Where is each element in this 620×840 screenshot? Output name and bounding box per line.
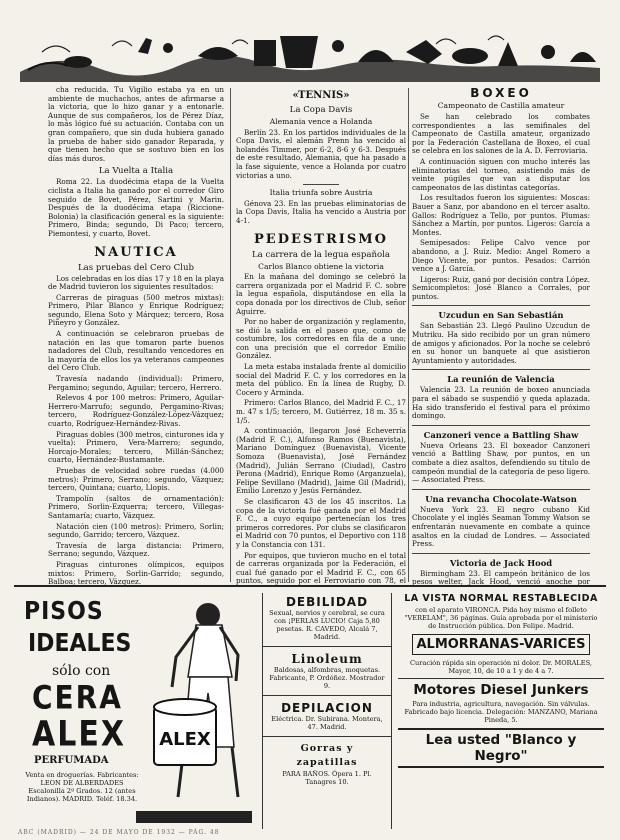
- campeonato-paragraph: Ligeros: Ruiz, ganó por decisión contra López. Semicompletos: José Blanco a Corrales, por puntos.: [412, 274, 590, 301]
- italia-text: Génova 23. En las pruebas eliminatorias de la Copa Davis, Italia ha vencido a Austria por 4-1.: [236, 198, 406, 225]
- page-footer: ABC (MADRID) — 24 DE MAYO DE 1932 — PÁG. 48: [18, 829, 220, 836]
- separator: [263, 646, 391, 647]
- right-ads-column: [398, 593, 604, 829]
- column-1: [48, 86, 224, 586]
- cero-paragraph: Trampolín (saltos de ornamentación): Primero, Sorlin-Ezquerra; tercero, Villegas-Santamaría; cuarto, Vázquez.: [48, 493, 224, 520]
- cero-paragraph: A continuación se celebraron pruebas de natación en las que tomaron parte buenos nadadores del Club, resultando vencedores en la mayoría de ellos los ya veteranos campeones del Cero Club.: [48, 329, 224, 373]
- depilacion-text: Eléctrica. Dr. Subirana. Montera, 47. Madrid.: [271, 715, 383, 731]
- separator: [412, 425, 590, 426]
- uzcudun-text: San Sebastián 23. Llegó Paulino Uzcudun de Mutriku. Ha sido recibido por un gran número de amigos y aficionados. Por la noche se celebró en su honor un banquete al que asistieron Ayuntamiento y autoridades.: [412, 321, 590, 365]
- gorras-text: PARA BAÑOS. Ópera 1. Pl. Tanagres 10.: [282, 770, 372, 786]
- boxeo-heading: BOXEO: [470, 86, 532, 100]
- pedestrismo-heading: PEDESTRISMO: [254, 231, 388, 247]
- motores-heading: Motores Diesel Junkers: [413, 682, 589, 698]
- campeonato-paragraph: Se han celebrado los combates correspondientes a las semifinales del Campeonato de Castilla amateur, organizado por la Federación Castellana de Boxeo, el cual se celebra en los salones de la A. D. Ferroviaria.: [412, 112, 590, 156]
- vista-heading: LA VISTA NORMAL RESTABLECIDA: [404, 593, 598, 604]
- campeonato-heading: Campeonato de Castilla amateur: [437, 101, 565, 110]
- cero-paragraph: Travesía nadando (individual): Primero, Pergamino; segundo, Aguilar; tercero, Herrero.: [48, 374, 224, 392]
- gorras-heading: Gorras y zapatillas: [296, 743, 358, 768]
- jack-hood-text: Birmingham 23. El campeón británico de los pesos welter, Jack Hood, venció anoche por: [412, 568, 590, 586]
- campeonato-paragraph: Semipesados: Felipe Calvo vence por abandono, a J. Ruiz. Medio: Angel Romero a Diego Vicente, por puntos. Pesados: Carrión vence a J. García.: [412, 238, 590, 274]
- cero-intro: Los celebradas en los días 17 y 18 en la playa de Madrid tuvieron los siguientes resultados:: [48, 273, 224, 292]
- legua-paragraph: Por equipos, que tuvieron mucho en el total de carreras organizada por la Federación, el cual fué ganado por el Madrid F. C., con 65 puntos, seguido por el Ferroviario con 78, el: [236, 550, 406, 586]
- depilacion-ad: [263, 699, 391, 733]
- campeonato-paragraph: Los resultados fueron los siguientes: Moscas: Bauer a Sanz, por abandono en el tercer asalto. Gallos: Rodríguez a Tello, por puntos. Plumas: Sánchez a Martín, por puntos. Ligeros: García a Montes.: [412, 193, 590, 237]
- cera-alex-ad: [18, 593, 254, 829]
- ad-tin-label: ALEX: [159, 729, 211, 750]
- valencia-heading: La reunión de Valencia: [447, 374, 555, 385]
- cero-paragraph: Relevos 4 por 100 metros: Primero, Aguilar-Herrero-Marrufo; segundo, Pergamino-Rivas; tercero, Rodríguez-González-López-Vázquez; cuarto, Rodríguez-Hernández-Rivas.: [48, 393, 224, 428]
- cero-paragraph: Piraguas dobles (300 metros, cinturones ida y vuelta): Primero, Vera-Marrero; segundo, Horcajo-Morales; tercero, Millán-Sánchez; cuarto, Hernández-Bustamante.: [48, 429, 224, 465]
- linoleum-ad: [263, 650, 391, 692]
- italia-subheading: Italia triunfa sobre Austria: [269, 188, 373, 198]
- column-2: [236, 86, 406, 586]
- vuelta-heading: La Vuelta a Italia: [98, 166, 174, 177]
- ad-pisos: PISOS: [24, 597, 104, 626]
- cero-paragraph: Pruebas de velocidad sobre ruedas (4.000 metros): Primero, Serrano; segundo, Vázquez; tercero, Quintana; cuarto, Llopis.: [48, 465, 224, 493]
- cero-club-heading: Las pruebas del Cero Club: [77, 262, 195, 273]
- column-divider: [230, 88, 231, 582]
- legua-paragraph: Primero: Carlos Blanco, del Madrid F. C., 17 m. 47 s 1/5; tercero, M. Gutiérrez, 18 m. 35 s. 1/5.: [236, 398, 406, 425]
- revancha-text: Nueva York 23. El negro cubano Kid Chocolate y el inglés Seaman Tommy Watson se enfrentarán nuevamente en combate a quince asaltos en la ciudad de Londres. — Associated Press.: [412, 504, 590, 549]
- legua-heading: La carrera de la legua española: [251, 249, 391, 260]
- cero-paragraph: Natación cien (100 metros): Primero, Sorlin; segundo, Garrido; tercero, Vázquez.: [48, 521, 224, 540]
- middle-ads-column: [262, 593, 392, 829]
- cero-paragraph: Travesía de larga distancia: Primero, Serrano; segundo, Vázquez.: [48, 540, 224, 559]
- campeonato-paragraph: A continuación siguen con mucho interés las eliminatorias del torneo, asistiendo más de veinte púgiles que van a disputar los campeonatos de las distintas categorías.: [412, 156, 590, 192]
- debilidad-heading: DEBILIDAD: [285, 595, 369, 609]
- nautica-heading: NAUTICA: [94, 244, 178, 260]
- legua-paragraph: Por no haber de organización y reglamento, se dió la salida en el paseo que, como de costumbre, los corredores en fila de a uno; con una precisión que el corredor Emilio González.: [236, 317, 406, 361]
- legua-subheading: Carlos Blanco obtiene la victoria: [258, 261, 384, 271]
- ad-alex-venta: Venta en droguerías. Fabricantes: LEON DE ALBERDADES: [25, 771, 139, 787]
- separator: [412, 305, 590, 306]
- canzoneri-text: Nueva Orleans 23. El boxeador Canzoneri venció a Battling Shaw, por puntos, en un combate a diez asaltos, defendiendo su título de campeón mundial de la categoría de peso ligero. — Associated Press.: [412, 440, 590, 485]
- sports-masthead-illustration: [18, 22, 602, 84]
- valencia-text: Valencia 23. La reunión de boxeo anunciada para el sábado se suspendió y queda aplazada. Ha sido transferido el festival para el próximo domingo.: [412, 385, 590, 421]
- debilidad-ad: [263, 593, 391, 643]
- ad-cera: CERA: [32, 678, 123, 717]
- vuelta-text: Roma 22. La duodécima etapa de la Vuelta ciclista a Italia ha ganado por el corredor Giro seguido de Bovet, Pérez, Sartini y Marin. Después de la duodécima etapa (Riccione-Bolonia) la clasificación general es la siguiente: Primero, Binda; segundo, Di Paco; tercero, Piemontesi, y cuarto, Bovet.: [48, 177, 224, 238]
- legua-paragraph: Se clasificaron 43 de los 45 inscritos. La copa de la victoria fué ganada por el Madrid F. C., a cuyo equipo pertenecían los tres primeros corredores. Por clubs se clasificaron el Madrid con 70 puntos, el Deportivo con 118 y la Constancia con 131.: [236, 496, 406, 549]
- ad-alex-details: [22, 771, 142, 803]
- short-rule: [303, 184, 339, 185]
- woman-polishing-floor-illustration: [136, 597, 252, 825]
- advertisements-band: [14, 585, 606, 833]
- depilacion-heading: DEPILACION: [281, 701, 373, 715]
- davis-text: Berlín 23. En los partidos individuales de la Copa Davis, el alemán Prenn ha vencido al holandés Timmer, por 6-2, 8-6 y 6-3. Después de este resultado, Alemania, que ha pasado a la fase siguiente, vence a Holanda por cuatro victorias a uno.: [236, 127, 406, 180]
- separator: [263, 695, 391, 696]
- legua-paragraph: En la mañana del domingo se celebró la carrera organizada por el Madrid F. C. sobre la legua española, disputándose en ella la copa donada por los directivos de Club, señor Aguirre.: [236, 272, 406, 316]
- column-divider: [408, 88, 409, 582]
- almorranas-heading: ALMORRANAS-VARICES: [412, 634, 590, 655]
- almorranas-text: Curación rápida sin operación ni dolor. Dr. MORALES, Mayor, 10, de 10 a 1 y de 4 a 7.: [410, 659, 592, 675]
- revancha-heading: Una revancha Chocolate-Watson: [425, 493, 577, 504]
- legua-paragraph: A continuación, llegaron José Echeverría (Madrid F. C.), Alfonso Ramos (Buenavista), Mariano Domínguez (Buenavista), Vicente Somoza (Buenavista), José Fernández (Madrid), Julián Serrano (Ciudad), Castro Perona (Madrid), Enrique Romo (Arganzuela), Felipe Sevillano (Madrid), Jaime Gil (Madrid), Emilio Lorenzo y Jesús Fernández.: [236, 426, 406, 496]
- tennis-heading: «TENNIS»: [292, 90, 350, 101]
- separator: [412, 369, 590, 370]
- separator: [412, 489, 590, 490]
- uzcudun-heading: Uzcudun en San Sebastián: [438, 310, 564, 321]
- ad-solo-con: sólo con: [52, 663, 111, 679]
- blanco-y-negro-ad: Lea usted "Blanco y Negro": [398, 728, 604, 768]
- davis-heading: La Copa Davis: [289, 105, 353, 115]
- jack-hood-heading: Victoria de Jack Hood: [449, 557, 553, 568]
- legua-paragraph: La meta estaba instalada frente al domicilio social del Madrid F. C. y los corredores en la meta del público. En la línea de Rugby, D. Cocero y Arminda.: [236, 362, 406, 397]
- linoleum-text: Baldosas, alfombras, moquetas. Fabricante, P. Ordóñez. Mostrador 9.: [269, 666, 385, 690]
- debilidad-text: Sexual, nervios y cerebral, se cura con ¡PERLAS LUCIO! Caja 5,80 pesetas. R. CAVEDO, Alcalá 7, Madrid.: [269, 609, 385, 641]
- ad-perfumada: PERFUMADA: [34, 755, 109, 766]
- motores-text: Para industria, agricultura, navegación. Sin válvulas. Fabricado bajo licencia. Delegación: MANZANO, Mariana Pineda, 5.: [404, 700, 598, 724]
- separator: [398, 678, 604, 679]
- cero-paragraph: Carreras de piraguas (500 metros mixtas): Primero, Pilar Blanco y Enrique Rodríguez; segundo, Elena Soto y Márquez; tercero, Rosa Piñeyro y González.: [48, 292, 224, 328]
- separator: [263, 736, 391, 737]
- canzoneri-heading: Canzoneri vence a Battling Shaw: [423, 429, 579, 440]
- ad-alex: ALEX: [32, 714, 126, 755]
- ad-alex-address: Escalonilla 2º Grados. 12 (antes Indianos). MADRID. Teléf. 18.34.: [26, 787, 138, 803]
- vista-text: con el aparato VIRONCA. Pida hoy mismo el folleto "VERELAM", 36 páginas. Guía aprobada por el ministerio de Instrucción pública. Don Felipe. Madrid.: [404, 606, 598, 630]
- cero-paragraph: Piraguas cinturones olímpicos, equipos mixtos: Primero, Sorlin-Garrido; segundo, Balboa; tercero, Vázquez.: [48, 559, 224, 586]
- separator: [412, 553, 590, 554]
- gorras-ad: [263, 740, 391, 788]
- column-3: [412, 86, 590, 586]
- linoleum-heading: Linoleum: [291, 652, 363, 666]
- davis-subheading: Alemania vence a Holanda: [269, 117, 373, 126]
- ad-ideales: IDEALES: [28, 629, 132, 658]
- intro-paragraph: cha reducida. Tu Vigilio estaba ya en un ambiente de muchachos, antes de afirmarse a la victoria, que lo hizo ganar y a entonarle. Aunque de sus compañeros, los de Pérez Díaz, lo más lógico fué su actuación. Contaba con un gran compañero, que sin duda hubiera ganado la prueba de haber sido ganador Reparada, y que tienen hecho que se sostuvo bien en los días más duros.: [48, 86, 224, 163]
